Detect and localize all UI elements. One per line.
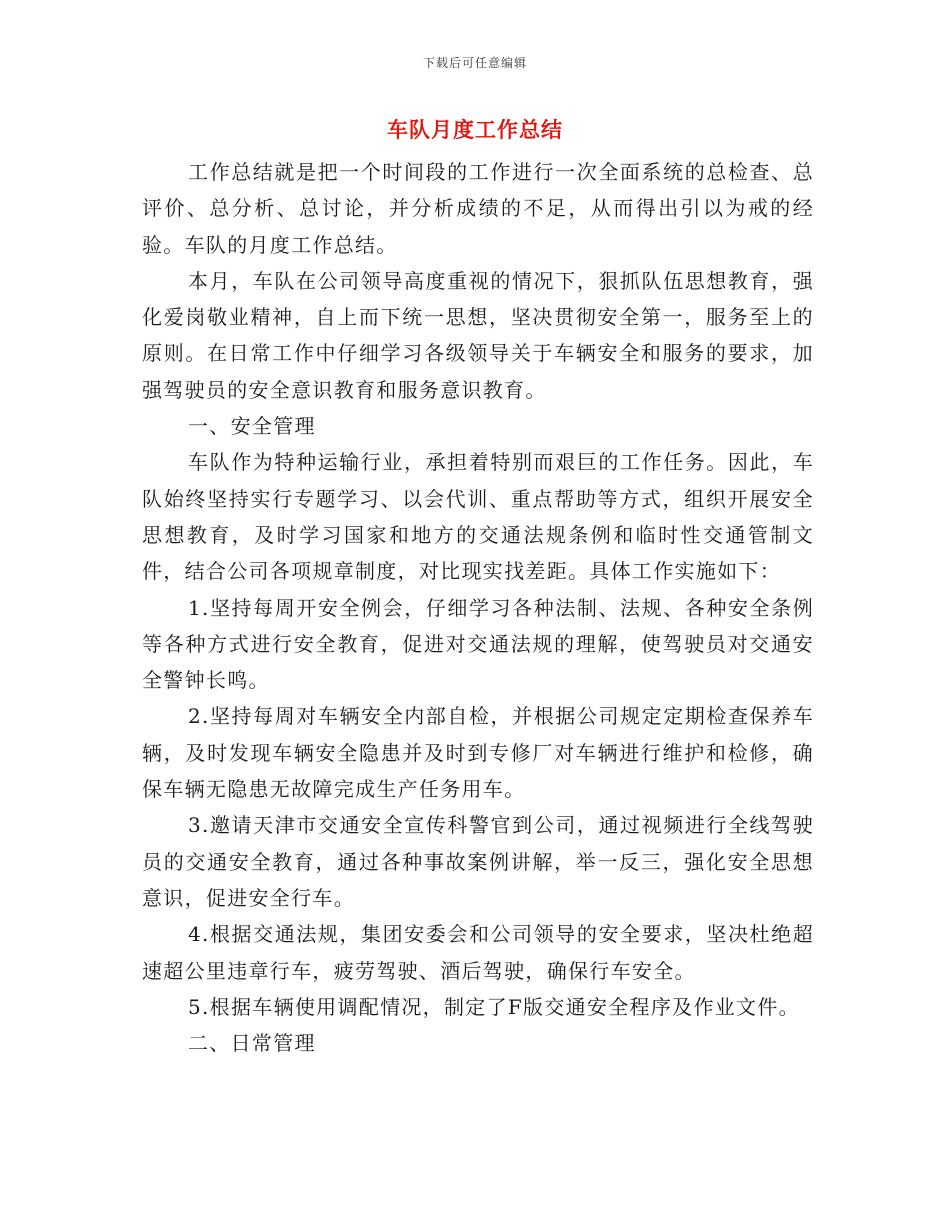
list-item-3: 3.邀请天津市交通安全宣传科警官到公司，通过视频进行全线驾驶员的交通安全教育，通过各种事故案例讲解，举一反三，强化安全思想意识，促进安全行车。 [142,813,814,910]
section-heading-daily: 二、日常管理 [188,1031,316,1056]
section-heading-safety: 一、安全管理 [188,414,316,439]
list-item-4: 4.根据交通法规，集团安委会和公司领导的安全要求，坚决杜绝超速超公里违章行车，疲劳驾驶、酒后驾驶，确保行车安全。 [142,922,814,983]
document-body [142,154,814,1061]
header-note: 下载后可任意编辑 [422,56,527,70]
paragraph-safety-intro: 车队作为特种运输行业，承担着特别而艰巨的工作任务。因此，车队始终坚持实行专题学习、以会代训、重点帮助等方式，组织开展安全思想教育，及时学习国家和地方的交通法规条例和临时性交通管制文件，结合公司各项规章制度，对比现实找差距。具体工作实施如下： [142,450,814,584]
document-title: 车队月度工作总结 [387,118,563,142]
paragraph-intro: 工作总结就是把一个时间段的工作进行一次全面系统的总检查、总评价、总分析、总讨论，并分析成绩的不足，从而得出引以为戒的经验。车队的月度工作总结。 [142,160,814,257]
paragraph-overview: 本月，车队在公司领导高度重视的情况下，狠抓队伍思想教育，强化爱岗敬业精神，自上而下统一思想，坚决贯彻安全第一，服务至上的原则。在日常工作中仔细学习各级领导关于车辆安全和服务的要求，加强驾驶员的安全意识教育和服务意识教育。 [142,268,814,402]
list-item-2: 2.坚持每周对车辆安全内部自检，并根据公司规定定期检查保养车辆，及时发现车辆安全隐患并及时到专修厂对车辆进行维护和检修，确保车辆无隐患无故障完成生产任务用车。 [142,704,814,802]
list-item-1: 1.坚持每周开安全例会，仔细学习各种法制、法规、各种安全条例等各种方式进行安全教育，促进对交通法规的理解，使驾驶员对交通安全警钟长鸣。 [142,595,814,693]
list-item-5: 5.根据车辆使用调配情况，制定了F版交通安全程序及作业文件。 [188,994,800,1019]
